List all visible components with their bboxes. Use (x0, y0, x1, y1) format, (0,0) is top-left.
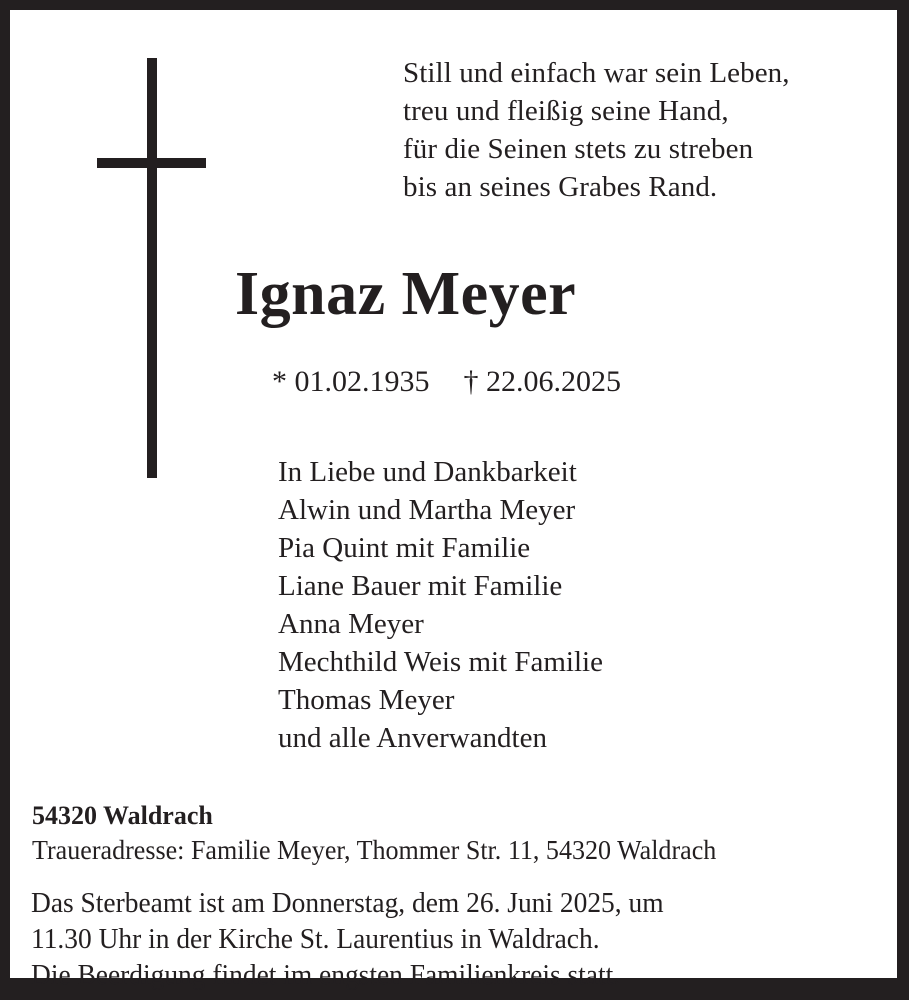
mourner-name: und alle Anverwandten (278, 722, 547, 754)
poem-line: Still und einfach war sein Leben, (403, 57, 790, 89)
address-block (32, 799, 892, 868)
service-details (31, 886, 901, 994)
memorial-poem (403, 54, 873, 206)
mourner-name: Alwin und Martha Meyer (278, 494, 576, 526)
poem-line: treu und fleißig seine Hand, (403, 95, 729, 127)
mourners-list (278, 453, 838, 757)
cross-horizontal-bar (97, 158, 206, 168)
mourner-name: Thomas Meyer (278, 684, 455, 716)
mourning-address-line: Traueradresse: Familie Meyer, Thommer Str. 11, 54320 Waldrach (32, 835, 717, 865)
deceased-name: Ignaz Meyer (235, 260, 577, 328)
city-line: 54320 Waldrach (32, 801, 213, 830)
service-line: 11.30 Uhr in der Kirche St. Laurentius in Waldrach. (31, 924, 600, 955)
christian-cross-icon (87, 58, 207, 478)
poem-line: bis an seines Grabes Rand. (403, 171, 718, 203)
death-date: † 22.06.2025 (463, 365, 621, 398)
life-dates (272, 364, 742, 400)
mourners-intro: In Liebe und Dankbarkeit (278, 456, 577, 488)
mourner-name: Liane Bauer mit Familie (278, 570, 563, 602)
mourner-name: Pia Quint mit Familie (278, 532, 531, 564)
service-line: Das Sterbeamt ist am Donnerstag, dem 26. Juni 2025, um (31, 888, 664, 919)
notice-paper (10, 10, 897, 991)
mourner-name: Mechthild Weis mit Familie (278, 646, 603, 678)
cross-vertical-bar (147, 58, 157, 478)
birth-date: * 01.02.1935 (272, 365, 430, 398)
mourner-name: Anna Meyer (278, 608, 424, 640)
service-line: Die Beerdigung findet im engsten Familienkreis statt. (31, 960, 621, 991)
poem-line: für die Seinen stets zu streben (403, 133, 754, 165)
